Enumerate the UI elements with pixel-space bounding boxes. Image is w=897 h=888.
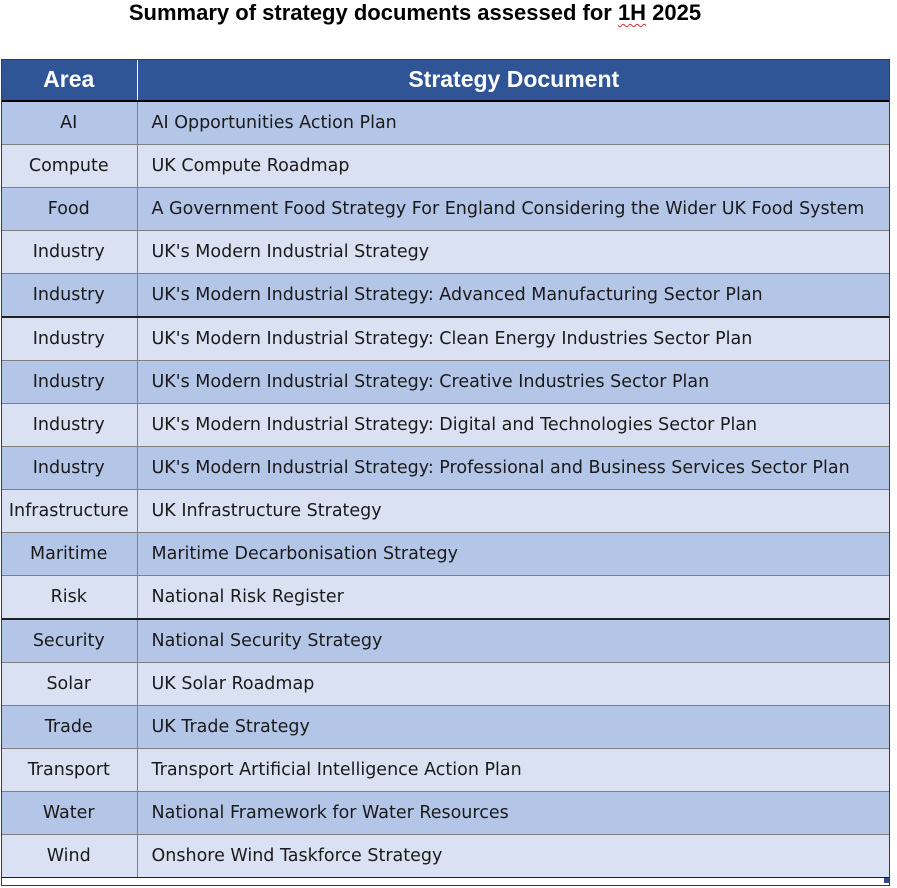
- cell-area[interactable]: Industry: [1, 231, 137, 274]
- cell-area[interactable]: Risk: [1, 576, 137, 620]
- column-header-area[interactable]: Area: [1, 59, 137, 101]
- table-row: [1, 533, 890, 576]
- column-header-strategy-document[interactable]: Strategy Document: [137, 59, 890, 101]
- cell-area[interactable]: Solar: [1, 663, 137, 706]
- cell-strategy-document[interactable]: Transport Artificial Intelligence Action Plan: [137, 749, 890, 792]
- title-suffix: 2025: [646, 0, 702, 25]
- table-row: [1, 188, 890, 231]
- table-row: [1, 490, 890, 533]
- cell-strategy-document[interactable]: Maritime Decarbonisation Strategy: [137, 533, 890, 576]
- cell-strategy-document[interactable]: UK's Modern Industrial Strategy: Professional and Business Services Sector Plan: [137, 447, 890, 490]
- table-header-row: [1, 59, 890, 101]
- cell-area[interactable]: Transport: [1, 749, 137, 792]
- table-row: [1, 317, 890, 361]
- cell-area[interactable]: Wind: [1, 835, 137, 878]
- page-title: [0, 0, 830, 26]
- cell-strategy-document[interactable]: UK's Modern Industrial Strategy: Creative Industries Sector Plan: [137, 361, 890, 404]
- table-row: [1, 274, 890, 318]
- cell-strategy-document[interactable]: National Framework for Water Resources: [137, 792, 890, 835]
- spellcheck-flagged-word[interactable]: 1H: [617, 0, 647, 25]
- cell-strategy-document[interactable]: UK Compute Roadmap: [137, 145, 890, 188]
- strategy-documents-table: [1, 59, 890, 878]
- cell-strategy-document[interactable]: UK Infrastructure Strategy: [137, 490, 890, 533]
- cell-area[interactable]: Maritime: [1, 533, 137, 576]
- table-row: [1, 835, 890, 878]
- cell-area[interactable]: Industry: [1, 361, 137, 404]
- table-row: [1, 619, 890, 663]
- cell-strategy-document[interactable]: UK's Modern Industrial Strategy: Digital and Technologies Sector Plan: [137, 404, 890, 447]
- cell-strategy-document[interactable]: A Government Food Strategy For England Considering the Wider UK Food System: [137, 188, 890, 231]
- table-row: [1, 145, 890, 188]
- cell-strategy-document[interactable]: UK's Modern Industrial Strategy: [137, 231, 890, 274]
- cell-strategy-document[interactable]: UK Trade Strategy: [137, 706, 890, 749]
- cell-area[interactable]: Water: [1, 792, 137, 835]
- cell-strategy-document[interactable]: UK's Modern Industrial Strategy: Advanced Manufacturing Sector Plan: [137, 274, 890, 318]
- cell-area[interactable]: Food: [1, 188, 137, 231]
- table-row: [1, 361, 890, 404]
- cell-area[interactable]: Industry: [1, 404, 137, 447]
- cell-strategy-document[interactable]: Onshore Wind Taskforce Strategy: [137, 835, 890, 878]
- cell-strategy-document[interactable]: National Risk Register: [137, 576, 890, 620]
- title-prefix: Summary of strategy documents assessed for: [128, 0, 618, 25]
- table-row: [1, 792, 890, 835]
- table-row: [1, 576, 890, 620]
- table-row: [1, 663, 890, 706]
- cell-strategy-document[interactable]: UK Solar Roadmap: [137, 663, 890, 706]
- table-row: [1, 706, 890, 749]
- cell-area[interactable]: Security: [1, 619, 137, 663]
- cell-area[interactable]: Compute: [1, 145, 137, 188]
- cell-area[interactable]: AI: [1, 101, 137, 145]
- cell-area[interactable]: Industry: [1, 274, 137, 318]
- table-row: [1, 101, 890, 145]
- table-resize-handle[interactable]: [884, 878, 889, 883]
- cell-area[interactable]: Trade: [1, 706, 137, 749]
- cell-area[interactable]: Industry: [1, 447, 137, 490]
- cell-area[interactable]: Industry: [1, 317, 137, 361]
- cell-area[interactable]: Infrastructure: [1, 490, 137, 533]
- cell-strategy-document[interactable]: AI Opportunities Action Plan: [137, 101, 890, 145]
- table-row: [1, 231, 890, 274]
- cell-strategy-document[interactable]: National Security Strategy: [137, 619, 890, 663]
- table-row: [1, 404, 890, 447]
- table-body: [1, 101, 890, 878]
- table-row: [1, 447, 890, 490]
- cell-strategy-document[interactable]: UK's Modern Industrial Strategy: Clean Energy Industries Sector Plan: [137, 317, 890, 361]
- table-row: [1, 749, 890, 792]
